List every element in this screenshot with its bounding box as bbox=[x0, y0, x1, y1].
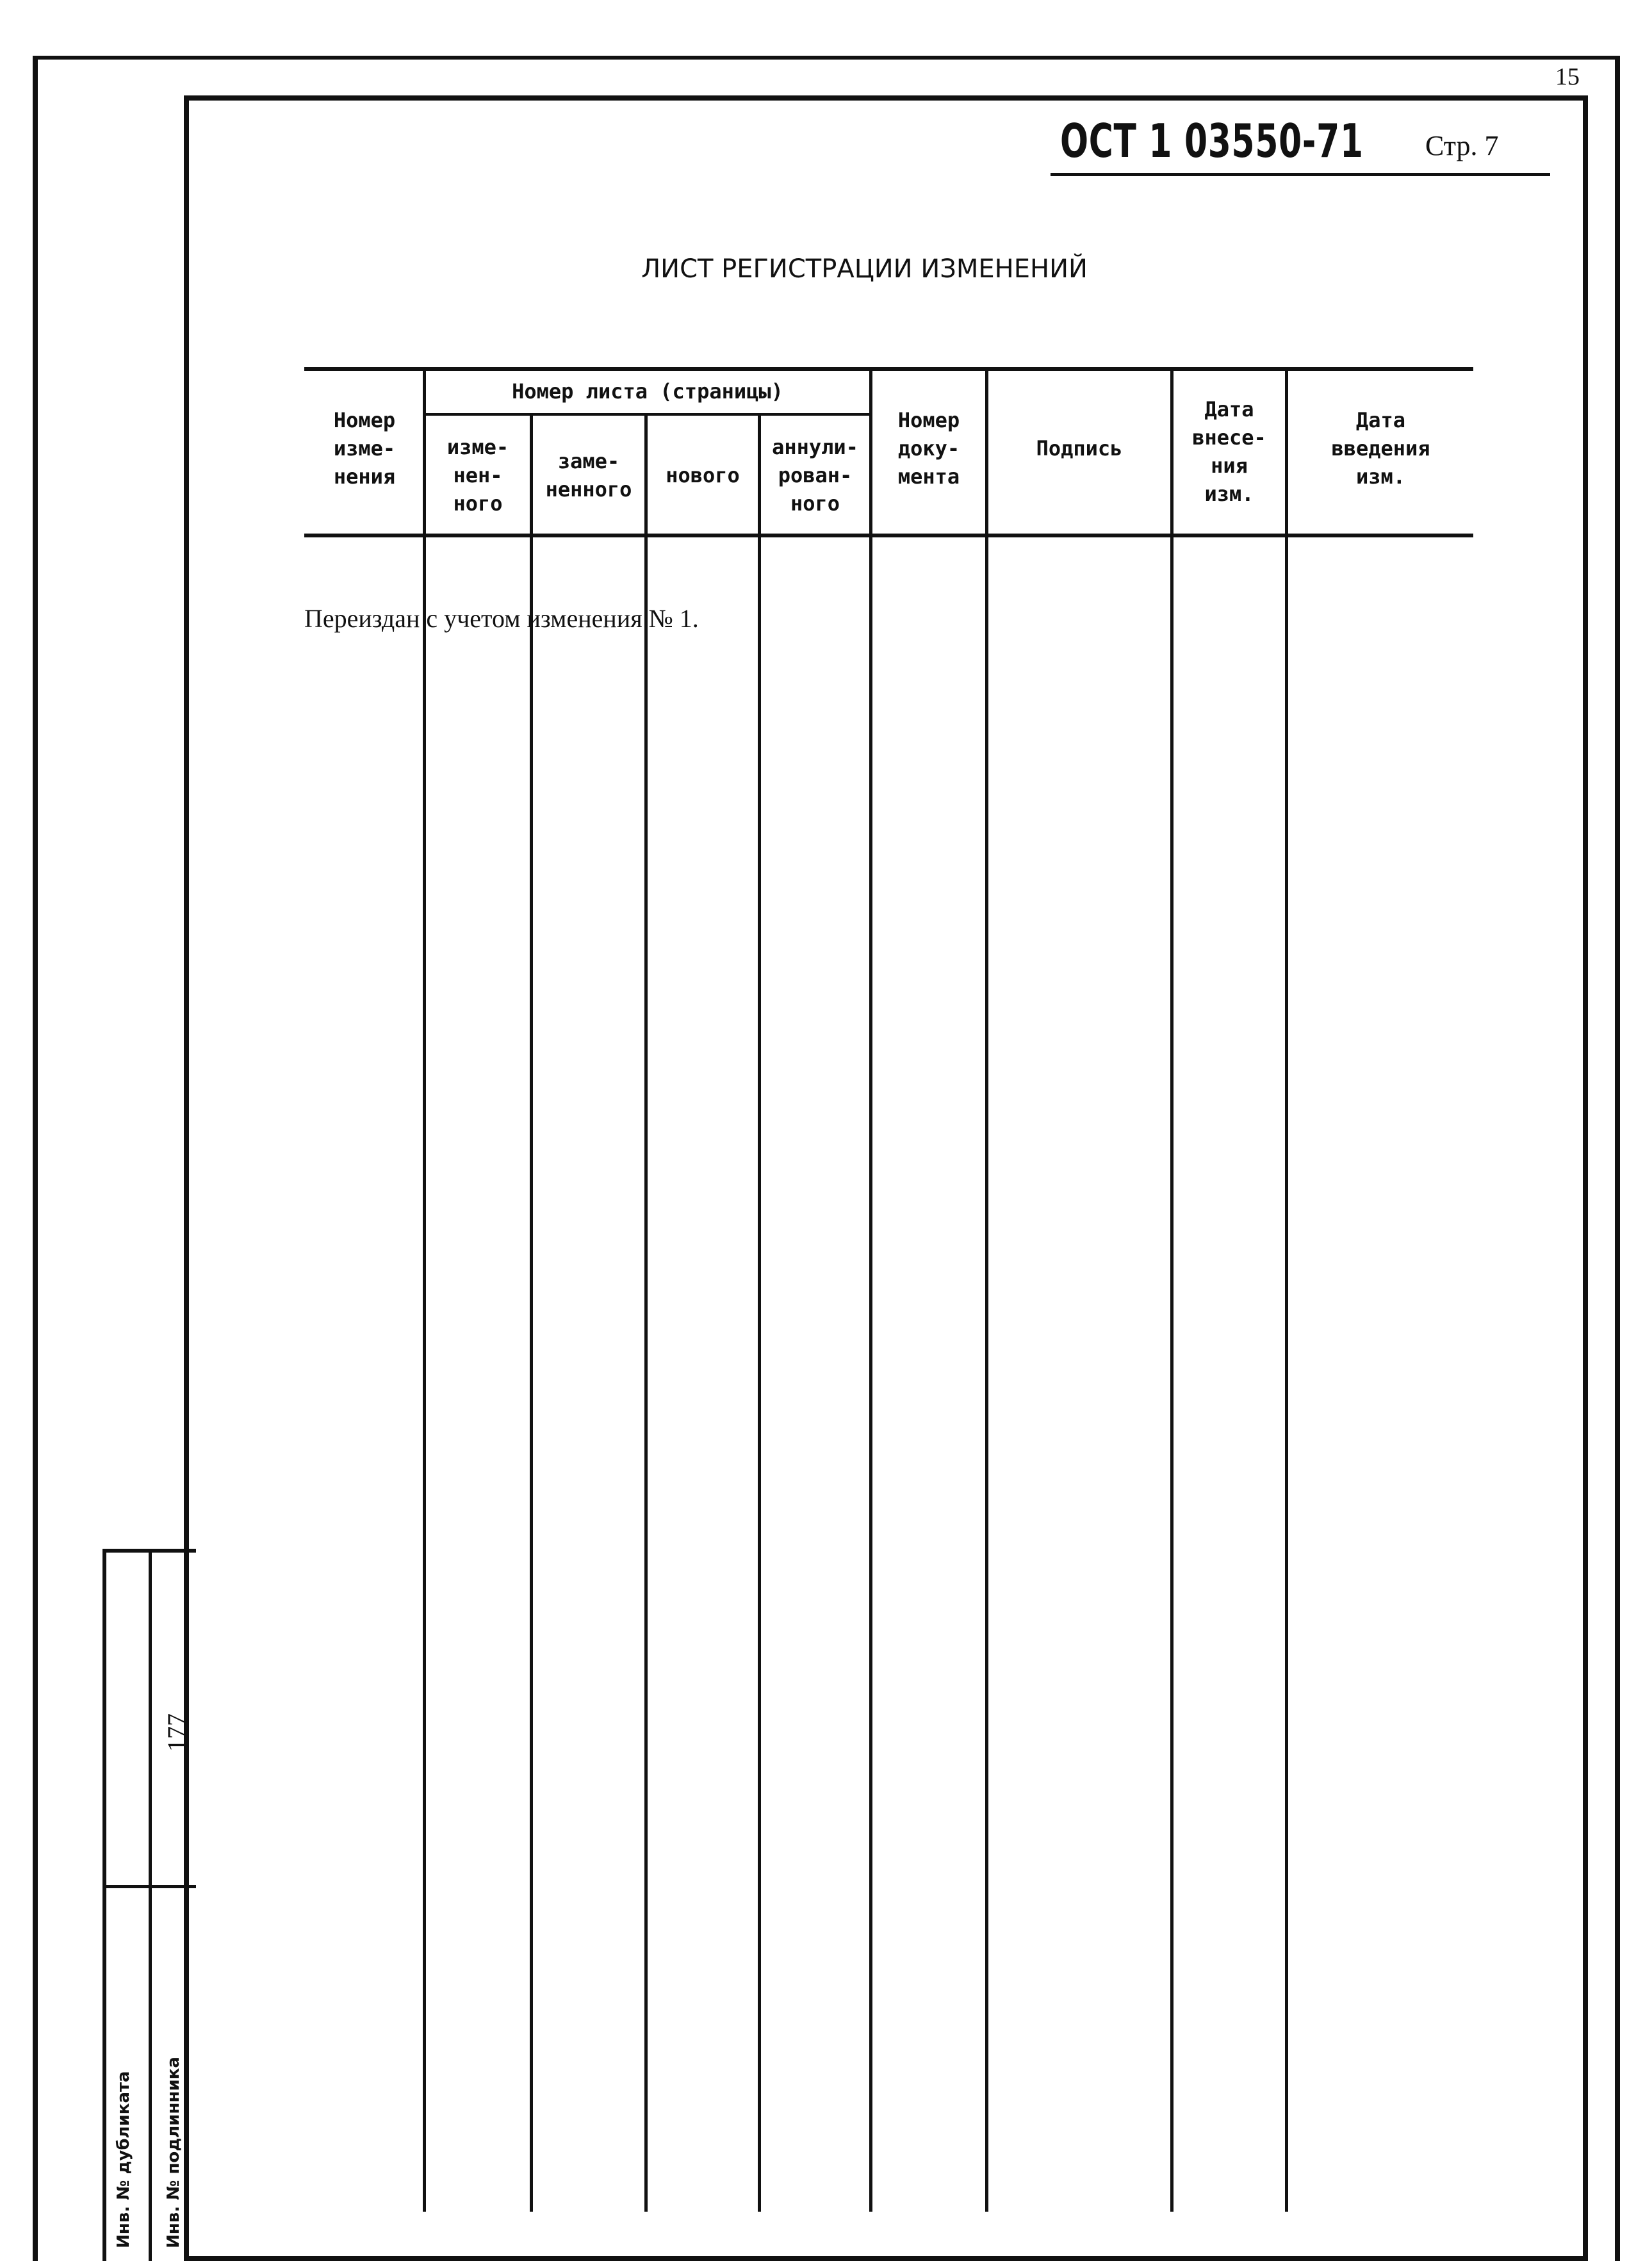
original-inventory-value: 177 bbox=[162, 1713, 191, 1752]
column-line-5 bbox=[869, 369, 872, 2212]
header-signature: Подпись bbox=[1036, 436, 1123, 461]
column-line-1 bbox=[423, 369, 426, 2212]
original-inventory-label: Инв. № подлинника bbox=[164, 2057, 183, 2248]
page-number: 15 bbox=[1555, 63, 1580, 90]
duplicate-inventory-label: Инв. № дубликата bbox=[114, 2071, 133, 2248]
header-underline bbox=[1051, 173, 1550, 176]
stamp-divider-horizontal bbox=[102, 1885, 196, 1888]
header-cancelled-sheet: аннули- рован- ного bbox=[772, 435, 858, 516]
column-line-2 bbox=[530, 413, 533, 2212]
header-replaced-sheet: заме- ненного bbox=[545, 449, 632, 502]
column-line-3 bbox=[644, 413, 648, 2212]
header-new-sheet: нового bbox=[666, 463, 740, 487]
header-document-number: Номер доку- мента bbox=[897, 408, 960, 489]
column-line-4 bbox=[758, 413, 761, 2212]
document-page-label: Стр. 7 bbox=[1425, 130, 1499, 161]
document-code: ОСТ 1 03550-71 bbox=[1060, 114, 1364, 168]
header-sheet-number-group: Номер листа (страницы) bbox=[512, 379, 783, 404]
stamp-divider-vertical bbox=[149, 1549, 152, 2261]
column-line-8 bbox=[1285, 369, 1288, 2212]
column-line-6 bbox=[985, 369, 988, 2212]
header-changed-sheet: изме- нен- ного bbox=[446, 435, 509, 516]
header-effective-date: Дата введения изм. bbox=[1331, 408, 1430, 489]
reissue-note: Переиздан с учетом изменения № 1. bbox=[304, 604, 699, 633]
form-title: ЛИСТ РЕГИСТРАЦИИ ИЗМЕНЕНИЙ bbox=[641, 254, 1088, 284]
header-entry-date: Дата внесе- ния изм. bbox=[1192, 397, 1266, 506]
table-header-bottom-rule bbox=[304, 534, 1473, 537]
column-line-7 bbox=[1170, 369, 1174, 2212]
header-change-number: Номер изме- нения bbox=[333, 408, 396, 489]
